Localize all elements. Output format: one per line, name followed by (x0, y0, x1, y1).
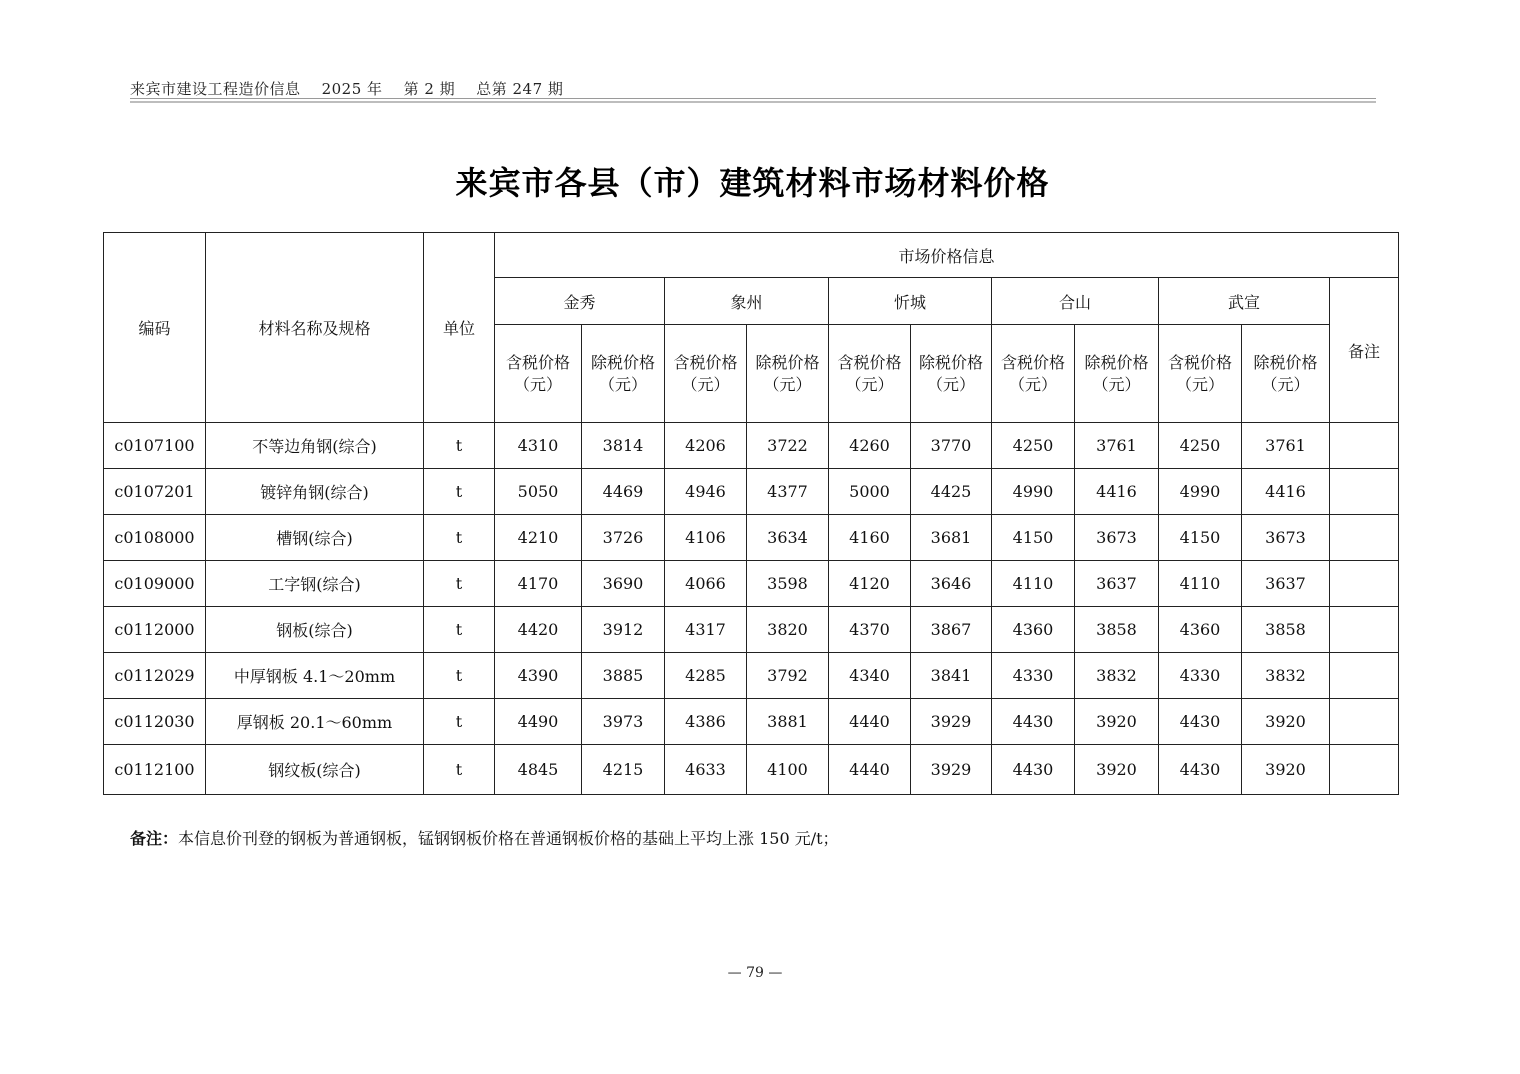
currency-label: （元） (1261, 374, 1310, 394)
material-code-cell: c0112030 (104, 699, 206, 745)
price-type-label: 除税价格 (590, 352, 655, 372)
price-without-tax-cell: 3681 (911, 515, 992, 561)
unit-cell: t (424, 699, 495, 745)
unit-cell: t (424, 745, 495, 795)
price-with-tax-cell: 4386 (665, 699, 747, 745)
header-remark: 备注 (1330, 278, 1399, 423)
price-with-tax-cell: 4330 (1159, 653, 1242, 699)
price-without-tax-cell: 3920 (1242, 745, 1330, 795)
header-price-without-tax (582, 325, 665, 423)
header-price-without-tax (747, 325, 829, 423)
header-price-without-tax (1242, 325, 1330, 423)
remark-cell (1330, 423, 1399, 469)
price-with-tax-cell: 4390 (495, 653, 582, 699)
price-with-tax-cell: 4430 (992, 745, 1075, 795)
material-code-cell: c0112100 (104, 745, 206, 795)
price-without-tax-cell: 3646 (911, 561, 992, 607)
material-name-cell: 工字钢(综合) (206, 561, 424, 607)
currency-label: （元） (763, 374, 812, 394)
price-without-tax-cell: 4215 (582, 745, 665, 795)
price-without-tax-cell: 4425 (911, 469, 992, 515)
price-type-label: 含税价格 (673, 352, 738, 372)
unit-cell: t (424, 607, 495, 653)
footnote-text: 本信息价刊登的钢板为普通钢板，锰钢钢板价格在普通钢板价格的基础上平均上涨 150 元/t； (178, 829, 839, 848)
price-without-tax-cell: 3920 (1075, 745, 1159, 795)
price-without-tax-cell: 3841 (911, 653, 992, 699)
price-with-tax-cell: 4160 (829, 515, 911, 561)
remark-cell (1330, 469, 1399, 515)
price-type-label: 除税价格 (1253, 352, 1318, 372)
region-header: 武宣 (1159, 278, 1330, 325)
price-without-tax-cell: 3867 (911, 607, 992, 653)
price-with-tax-cell: 4150 (992, 515, 1075, 561)
table-row (104, 561, 1399, 607)
price-type-label: 除税价格 (1084, 352, 1149, 372)
material-name-cell: 中厚钢板 4.1～20mm (206, 653, 424, 699)
currency-label: （元） (598, 374, 647, 394)
header-rule-double (130, 101, 1376, 103)
unit-cell: t (424, 423, 495, 469)
unit-cell: t (424, 469, 495, 515)
price-without-tax-cell: 3881 (747, 699, 829, 745)
currency-label: （元） (1008, 374, 1057, 394)
price-without-tax-cell: 3912 (582, 607, 665, 653)
price-with-tax-cell: 5050 (495, 469, 582, 515)
material-name-cell: 槽钢(综合) (206, 515, 424, 561)
footnote (130, 826, 839, 849)
table-row (104, 469, 1399, 515)
price-without-tax-cell: 3920 (1075, 699, 1159, 745)
header-price-without-tax (911, 325, 992, 423)
price-without-tax-cell: 3814 (582, 423, 665, 469)
price-without-tax-cell: 3832 (1075, 653, 1159, 699)
table-row (104, 699, 1399, 745)
running-header: 来宾市建设工程造价信息 2025 年 第 2 期 总第 247 期 (130, 80, 564, 98)
price-with-tax-cell: 5000 (829, 469, 911, 515)
price-without-tax-cell: 4469 (582, 469, 665, 515)
material-name-cell: 厚钢板 20.1～60mm (206, 699, 424, 745)
header-price-with-tax (665, 325, 747, 423)
table-row (104, 653, 1399, 699)
price-with-tax-cell: 4120 (829, 561, 911, 607)
material-code-cell: c0108000 (104, 515, 206, 561)
currency-label: （元） (845, 374, 894, 394)
price-with-tax-cell: 4420 (495, 607, 582, 653)
currency-label: （元） (1175, 374, 1224, 394)
price-without-tax-cell: 3690 (582, 561, 665, 607)
price-without-tax-cell: 3770 (911, 423, 992, 469)
remark-cell (1330, 745, 1399, 795)
price-with-tax-cell: 4206 (665, 423, 747, 469)
price-without-tax-cell: 3634 (747, 515, 829, 561)
price-type-label: 含税价格 (1167, 352, 1232, 372)
header-material-name: 材料名称及规格 (206, 233, 424, 423)
header-price-without-tax (1075, 325, 1159, 423)
table-row (104, 607, 1399, 653)
price-with-tax-cell: 4066 (665, 561, 747, 607)
price-with-tax-cell: 4990 (992, 469, 1075, 515)
footnote-label: 备注： (130, 829, 179, 848)
currency-label: （元） (681, 374, 730, 394)
price-without-tax-cell: 3792 (747, 653, 829, 699)
material-code-cell: c0107100 (104, 423, 206, 469)
price-without-tax-cell: 3929 (911, 745, 992, 795)
price-with-tax-cell: 4440 (829, 745, 911, 795)
price-without-tax-cell: 4416 (1075, 469, 1159, 515)
price-without-tax-cell: 3673 (1075, 515, 1159, 561)
price-with-tax-cell: 4330 (992, 653, 1075, 699)
price-without-tax-cell: 3920 (1242, 699, 1330, 745)
header-unit: 单位 (424, 233, 495, 423)
price-with-tax-cell: 4340 (829, 653, 911, 699)
price-without-tax-cell: 4416 (1242, 469, 1330, 515)
region-header: 忻城 (829, 278, 992, 325)
price-with-tax-cell: 4990 (1159, 469, 1242, 515)
price-type-label: 含税价格 (505, 352, 570, 372)
currency-label: （元） (513, 374, 562, 394)
page-number: — 79 — (727, 965, 783, 981)
price-with-tax-cell: 4260 (829, 423, 911, 469)
price-without-tax-cell: 3722 (747, 423, 829, 469)
region-header: 金秀 (495, 278, 665, 325)
price-without-tax-cell: 3761 (1075, 423, 1159, 469)
price-with-tax-cell: 4150 (1159, 515, 1242, 561)
unit-cell: t (424, 515, 495, 561)
price-type-label: 含税价格 (1000, 352, 1065, 372)
currency-label: （元） (926, 374, 975, 394)
material-code-cell: c0107201 (104, 469, 206, 515)
material-name-cell: 镀锌角钢(综合) (206, 469, 424, 515)
price-with-tax-cell: 4370 (829, 607, 911, 653)
header-price-with-tax (1159, 325, 1242, 423)
price-with-tax-cell: 4440 (829, 699, 911, 745)
material-code-cell: c0112000 (104, 607, 206, 653)
region-header: 合山 (992, 278, 1159, 325)
price-with-tax-cell: 4430 (992, 699, 1075, 745)
price-with-tax-cell: 4250 (1159, 423, 1242, 469)
price-without-tax-cell: 4100 (747, 745, 829, 795)
price-without-tax-cell: 3858 (1242, 607, 1330, 653)
price-with-tax-cell: 4250 (992, 423, 1075, 469)
table-row (104, 423, 1399, 469)
price-without-tax-cell: 3885 (582, 653, 665, 699)
price-with-tax-cell: 4317 (665, 607, 747, 653)
price-without-tax-cell: 3637 (1242, 561, 1330, 607)
page-title: 来宾市各县（市）建筑材料市场材料价格 (455, 164, 1050, 202)
price-with-tax-cell: 4430 (1159, 745, 1242, 795)
header-rule (130, 98, 1376, 99)
header-price-with-tax (495, 325, 582, 423)
price-with-tax-cell: 4845 (495, 745, 582, 795)
remark-cell (1330, 653, 1399, 699)
unit-cell: t (424, 561, 495, 607)
price-without-tax-cell: 3761 (1242, 423, 1330, 469)
material-name-cell: 钢板(综合) (206, 607, 424, 653)
price-with-tax-cell: 4633 (665, 745, 747, 795)
material-name-cell: 不等边角钢(综合) (206, 423, 424, 469)
price-without-tax-cell: 3973 (582, 699, 665, 745)
unit-cell: t (424, 653, 495, 699)
remark-cell (1330, 699, 1399, 745)
table-row (104, 515, 1399, 561)
price-with-tax-cell: 4946 (665, 469, 747, 515)
price-with-tax-cell: 4110 (1159, 561, 1242, 607)
price-with-tax-cell: 4110 (992, 561, 1075, 607)
price-with-tax-cell: 4310 (495, 423, 582, 469)
price-without-tax-cell: 3673 (1242, 515, 1330, 561)
price-type-label: 除税价格 (918, 352, 983, 372)
price-without-tax-cell: 3598 (747, 561, 829, 607)
header-price-with-tax (992, 325, 1075, 423)
header-market-price-info: 市场价格信息 (495, 233, 1399, 278)
price-table (103, 232, 1399, 795)
material-code-cell: c0112029 (104, 653, 206, 699)
header-code: 编码 (104, 233, 206, 423)
price-with-tax-cell: 4430 (1159, 699, 1242, 745)
price-without-tax-cell: 3820 (747, 607, 829, 653)
remark-cell (1330, 515, 1399, 561)
price-with-tax-cell: 4210 (495, 515, 582, 561)
price-with-tax-cell: 4360 (992, 607, 1075, 653)
material-code-cell: c0109000 (104, 561, 206, 607)
price-without-tax-cell: 3832 (1242, 653, 1330, 699)
header-price-with-tax (829, 325, 911, 423)
price-type-label: 含税价格 (837, 352, 902, 372)
remark-cell (1330, 561, 1399, 607)
material-name-cell: 钢纹板(综合) (206, 745, 424, 795)
remark-cell (1330, 607, 1399, 653)
price-without-tax-cell: 3726 (582, 515, 665, 561)
table-row (104, 745, 1399, 795)
price-without-tax-cell: 3929 (911, 699, 992, 745)
price-with-tax-cell: 4170 (495, 561, 582, 607)
price-with-tax-cell: 4490 (495, 699, 582, 745)
currency-label: （元） (1092, 374, 1141, 394)
price-without-tax-cell: 3637 (1075, 561, 1159, 607)
price-with-tax-cell: 4106 (665, 515, 747, 561)
region-header: 象州 (665, 278, 829, 325)
price-type-label: 除税价格 (755, 352, 820, 372)
price-with-tax-cell: 4285 (665, 653, 747, 699)
price-without-tax-cell: 3858 (1075, 607, 1159, 653)
price-with-tax-cell: 4360 (1159, 607, 1242, 653)
price-without-tax-cell: 4377 (747, 469, 829, 515)
